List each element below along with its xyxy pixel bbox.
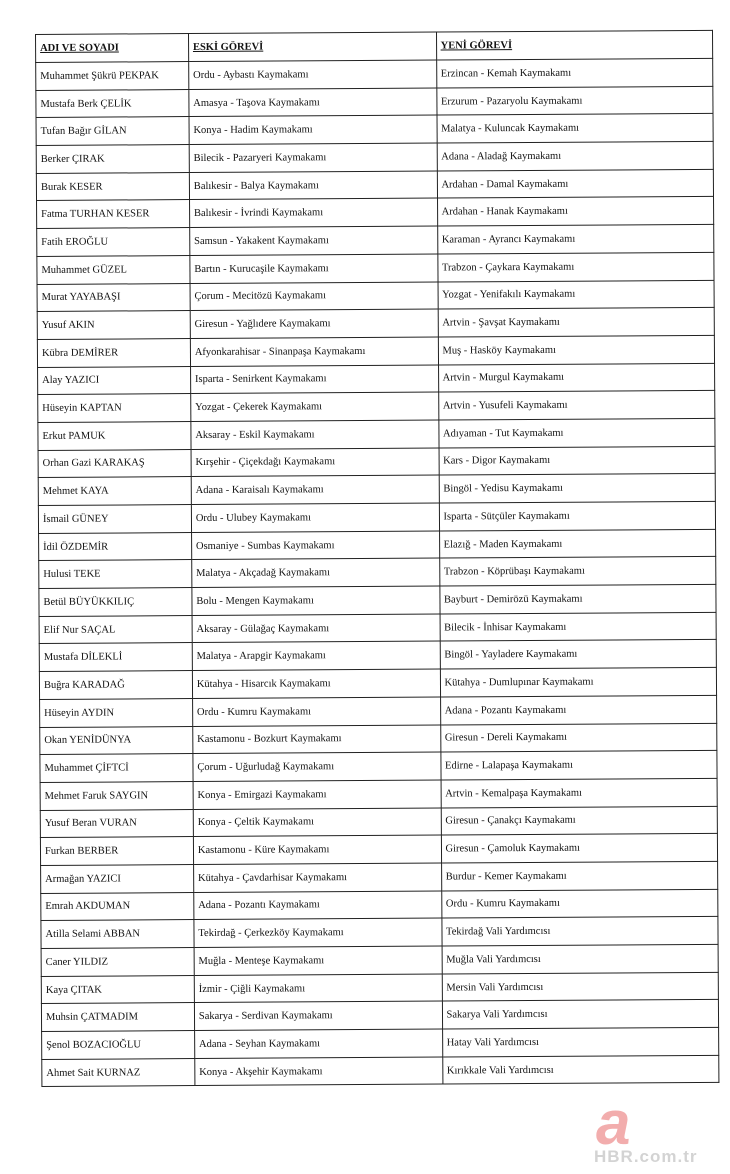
cell-name: Orhan Gazi KARAKAŞ [38,449,191,478]
cell-old-position: Konya - Hadim Kaymakamı [189,115,437,144]
cell-old-position: Samsun - Yakakent Kaymakamı [190,226,438,255]
cell-new-position: Tekirdağ Vali Yardımcısı [441,917,718,946]
table-row [38,446,715,478]
cell-new-position: Kırıkkale Vali Yardımcısı [442,1055,719,1084]
header-name: ADI VE SOYADI [36,34,189,63]
cell-new-position: Erzurum - Pazaryolu Kaymakamı [436,86,713,115]
cell-name: Kaya ÇITAK [41,975,194,1004]
table-row [41,1000,718,1032]
cell-old-position: Adana - Seyhan Kaymakamı [194,1029,442,1058]
cell-old-position: Bilecik - Pazaryeri Kaymakamı [189,143,437,172]
cell-name: Muhsin ÇATMADIM [41,1003,194,1032]
cell-new-position: Artvin - Kemalpaşa Kaymakamı [441,778,718,807]
cell-name: Muhammet Şükrü PEKPAK [36,62,189,91]
table-row [38,501,715,533]
cell-old-position: Konya - Çeltik Kaymakamı [193,808,441,837]
table-row [37,308,714,340]
table-row [39,557,716,589]
table-row [37,197,714,229]
table-row [41,972,718,1004]
cell-old-position: Ordu - Aybastı Kaymakamı [189,60,437,89]
cell-new-position: Trabzon - Köprübaşı Kaymakamı [439,557,716,586]
table-body [36,58,719,1087]
cell-new-position: Karaman - Ayrancı Kaymakamı [437,224,714,253]
table-row [41,861,718,893]
cell-old-position: Konya - Emirgazi Kaymakamı [193,780,441,809]
cell-old-position: Aksaray - Eskil Kaymakamı [191,420,439,449]
cell-new-position: Ordu - Kumru Kaymakamı [441,889,718,918]
cell-name: Mehmet Faruk SAYGIN [40,781,193,810]
watermark-text: HBR.com.tr [594,1147,698,1166]
cell-new-position: Kütahya - Dumlupınar Kaymakamı [440,667,717,696]
cell-name: Yusuf Beran VURAN [40,809,193,838]
cell-name: Fatih EROĞLU [37,228,190,257]
cell-old-position: Sakarya - Serdivan Kaymakamı [194,1001,442,1030]
cell-new-position: Kars - Digor Kaymakamı [439,446,716,475]
cell-old-position: Giresun - Yağlıdere Kaymakamı [190,309,438,338]
table-row [36,141,713,173]
table-row [37,335,714,367]
table-row [38,363,715,395]
table-row [36,169,713,201]
cell-name: Alay YAZICI [38,366,191,395]
cell-old-position: Tekirdağ - Çerkezköy Kaymakamı [194,918,442,947]
cell-new-position: Burdur - Kemer Kaymakamı [441,861,718,890]
table-row [36,114,713,146]
cell-name: Armağan YAZICI [41,864,194,893]
table-row [42,1055,719,1087]
cell-new-position: Edirne - Lalapaşa Kaymakamı [440,751,717,780]
cell-old-position: Balıkesir - İvrindi Kaymakamı [189,198,437,227]
cell-old-position: Muğla - Menteşe Kaymakamı [194,946,442,975]
watermark-logo [592,1089,722,1168]
cell-name: Ahmet Sait KURNAZ [42,1058,195,1087]
cell-new-position: Elazığ - Maden Kaymakamı [439,529,716,558]
cell-old-position: Adana - Pozantı Kaymakamı [194,891,442,920]
cell-new-position: Bingöl - Yedisu Kaymakamı [439,474,716,503]
cell-new-position: Bayburt - Demirözü Kaymakamı [439,584,716,613]
table-row [37,224,714,256]
cell-name: Hulusi TEKE [39,560,192,589]
cell-name: Hüseyin KAPTAN [38,394,191,423]
cell-new-position: Muş - Hasköy Kaymakamı [438,335,715,364]
cell-old-position: Amasya - Taşova Kaymakamı [189,88,437,117]
table-row [39,640,716,672]
cell-old-position: Yozgat - Çekerek Kaymakamı [191,392,439,421]
cell-old-position: Kütahya - Hisarcık Kaymakamı [192,669,440,698]
cell-name: Atilla Selami ABBAN [41,920,194,949]
cell-new-position: Hatay Vali Yardımcısı [442,1027,719,1056]
appointments-table [35,30,719,1088]
cell-new-position: Artvin - Murgul Kaymakamı [438,363,715,392]
cell-name: İdil ÖZDEMİR [39,532,192,561]
table-row [38,474,715,506]
table-row [41,917,718,949]
cell-old-position: Balıkesir - Balya Kaymakamı [189,171,437,200]
table-row [41,889,718,921]
table-row [40,834,717,866]
cell-old-position: Bartın - Kurucaşile Kaymakamı [190,254,438,283]
cell-name: Murat YAYABAŞI [37,283,190,312]
cell-old-position: Osmaniye - Sumbas Kaymakamı [191,531,439,560]
cell-new-position: Artvin - Şavşat Kaymakamı [438,308,715,337]
cell-name: Betül BÜYÜKKILIÇ [39,588,192,617]
cell-old-position: Ordu - Kumru Kaymakamı [192,697,440,726]
cell-new-position: Giresun - Dereli Kaymakamı [440,723,717,752]
header-old-position: ESKİ GÖREVİ [188,32,436,62]
cell-old-position: Kırşehir - Çiçekdağı Kaymakamı [191,448,439,477]
watermark-letter: a [596,1089,631,1158]
cell-old-position: Çorum - Uğurludağ Kaymakamı [193,752,441,781]
cell-name: Mehmet KAYA [38,477,191,506]
table-row [39,529,716,561]
cell-new-position: Giresun - Çamoluk Kaymakamı [441,834,718,863]
cell-new-position: Giresun - Çanakçı Kaymakamı [441,806,718,835]
cell-new-position: Isparta - Sütçüler Kaymakamı [439,501,716,530]
table-row [42,1027,719,1059]
cell-new-position: Adana - Aladağ Kaymakamı [437,141,714,170]
table-row [36,86,713,118]
cell-name: Hüseyin AYDIN [40,698,193,727]
cell-new-position: Sakarya Vali Yardımcısı [442,1000,719,1029]
cell-new-position: Artvin - Yusufeli Kaymakamı [438,391,715,420]
cell-old-position: Kütahya - Çavdarhisar Kaymakamı [193,863,441,892]
cell-name: Şenol BOZACIOĞLU [42,1031,195,1060]
cell-name: Furkan BERBER [40,837,193,866]
cell-old-position: Afyonkarahisar - Sinanpaşa Kaymakamı [190,337,438,366]
cell-name: İsmail GÜNEY [38,505,191,534]
cell-new-position: Mersin Vali Yardımcısı [442,972,719,1001]
cell-new-position: Bingöl - Yayladere Kaymakamı [440,640,717,669]
table-row [40,723,717,755]
cell-old-position: Malatya - Akçadağ Kaymakamı [192,558,440,587]
cell-new-position: Erzincan - Kemah Kaymakamı [436,58,713,87]
table-row [41,944,718,976]
table-row [36,58,713,90]
cell-name: Tufan Bağır GİLAN [36,117,189,146]
cell-name: Caner YILDIZ [41,948,194,977]
cell-new-position: Muğla Vali Yardımcısı [442,944,719,973]
cell-name: Buğra KARADAĞ [39,671,192,700]
cell-new-position: Bilecik - İnhisar Kaymakamı [440,612,717,641]
cell-old-position: Isparta - Senirkent Kaymakamı [190,365,438,394]
cell-name: Mustafa Berk ÇELİK [36,89,189,118]
table-row [37,252,714,284]
cell-new-position: Trabzon - Çaykara Kaymakamı [437,252,714,281]
cell-new-position: Ardahan - Damal Kaymakamı [437,169,714,198]
table-row [37,280,714,312]
cell-old-position: Ordu - Ulubey Kaymakamı [191,503,439,532]
cell-old-position: İzmir - Çiğli Kaymakamı [194,974,442,1003]
table-row [38,391,715,423]
table-row [40,778,717,810]
table-row [40,751,717,783]
cell-name: Mustafa DİLEKLİ [39,643,192,672]
cell-old-position: Adana - Karaisalı Kaymakamı [191,475,439,504]
cell-old-position: Malatya - Arapgir Kaymakamı [192,641,440,670]
cell-old-position: Kastamonu - Küre Kaymakamı [193,835,441,864]
cell-new-position: Yozgat - Yenifakılı Kaymakamı [438,280,715,309]
cell-name: Kübra DEMİRER [37,338,190,367]
table-row [39,667,716,699]
table-row [39,612,716,644]
cell-old-position: Aksaray - Gülağaç Kaymakamı [192,614,440,643]
cell-name: Fatma TURHAN KESER [37,200,190,229]
table-header-row [36,30,713,62]
cell-name: Okan YENİDÜNYA [40,726,193,755]
cell-new-position: Malatya - Kuluncak Kaymakamı [437,114,714,143]
cell-old-position: Konya - Akşehir Kaymakamı [195,1057,443,1086]
cell-name: Erkut PAMUK [38,421,191,450]
cell-old-position: Çorum - Mecitözü Kaymakamı [190,282,438,311]
table-row [40,695,717,727]
cell-new-position: Ardahan - Hanak Kaymakamı [437,197,714,226]
cell-old-position: Kastamonu - Bozkurt Kaymakamı [193,725,441,754]
cell-new-position: Adana - Pozantı Kaymakamı [440,695,717,724]
table-row [40,806,717,838]
cell-name: Berker ÇIRAK [36,145,189,174]
cell-name: Emrah AKDUMAN [41,892,194,921]
cell-old-position: Bolu - Mengen Kaymakamı [192,586,440,615]
table-row [38,418,715,450]
cell-name: Muhammet ÇİFTCİ [40,754,193,783]
cell-name: Burak KESER [36,172,189,201]
cell-name: Muhammet GÜZEL [37,255,190,284]
cell-new-position: Adıyaman - Tut Kaymakamı [438,418,715,447]
cell-name: Elif Nur SAÇAL [39,615,192,644]
cell-name: Yusuf AKIN [37,311,190,340]
header-new-position: YENİ GÖREVİ [436,30,713,60]
table-row [39,584,716,616]
